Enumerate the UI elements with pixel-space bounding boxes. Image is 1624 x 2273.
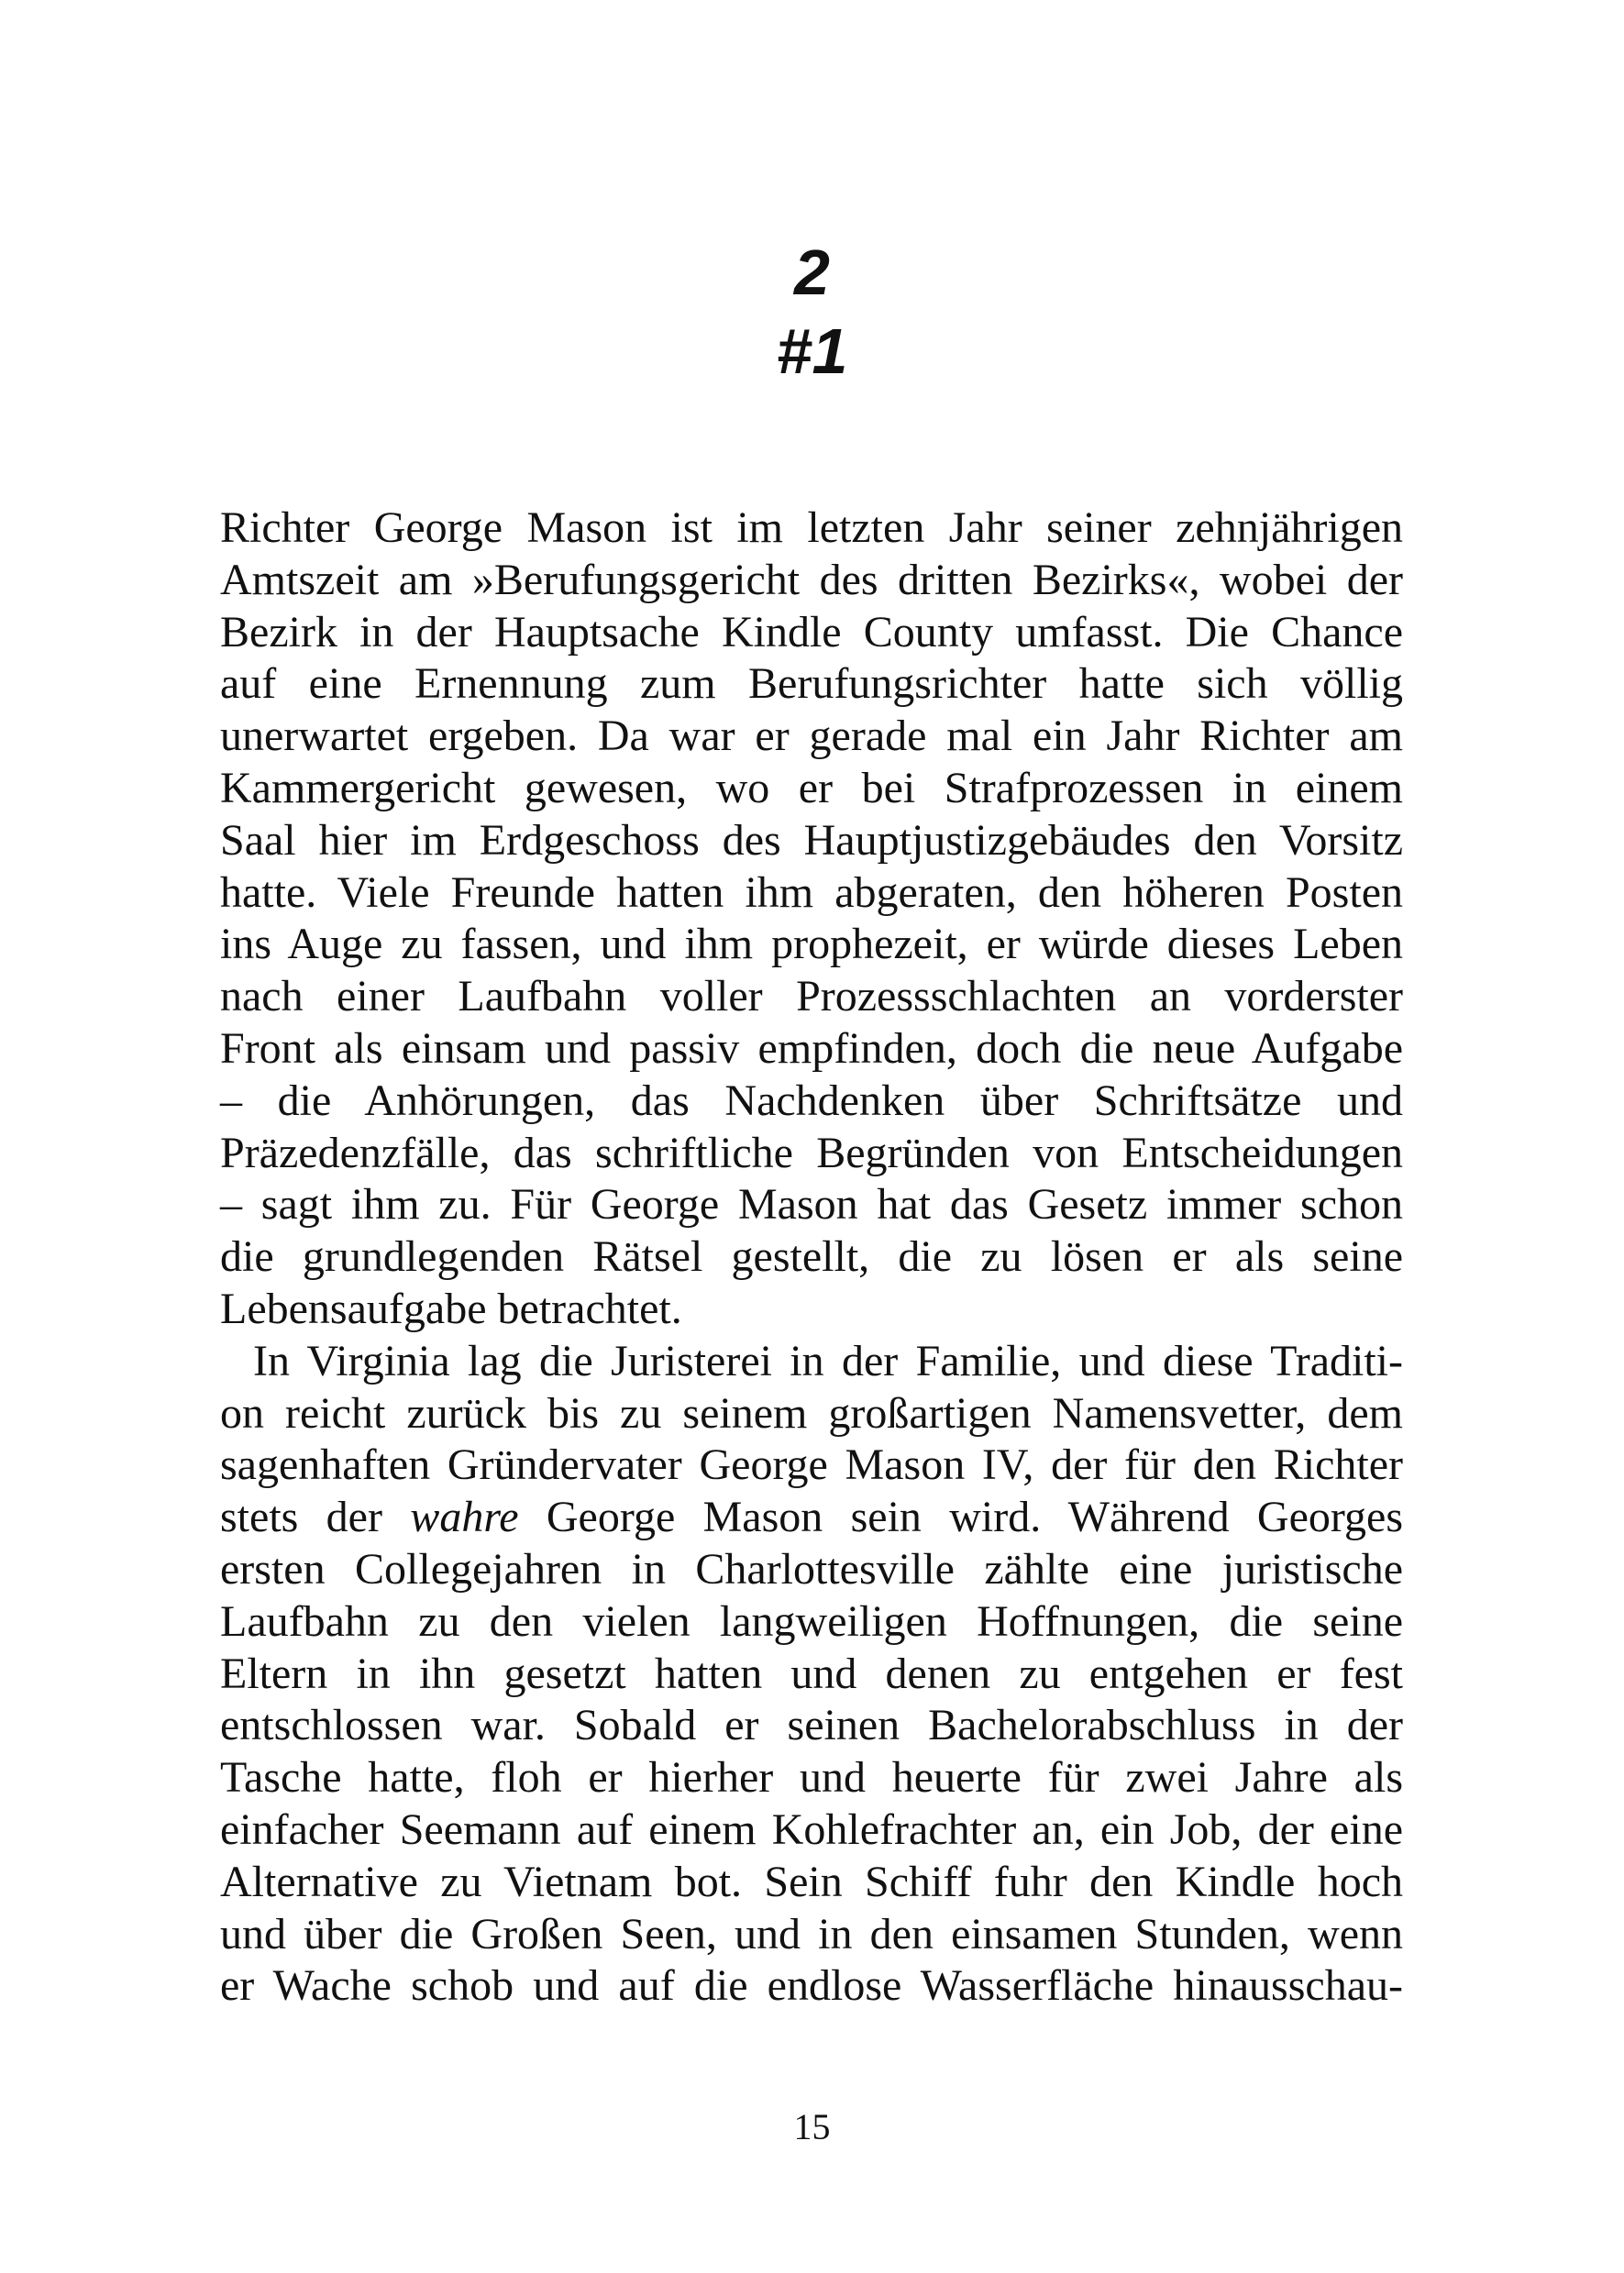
text-line: ersten Collegejahren in Charlottesville zählte eine juristische	[220, 1544, 1403, 1594]
emphasis-word: wahre	[410, 1493, 519, 1542]
text-line: hatte. Viele Freunde hatten ihm abgeraten, den höheren Posten	[220, 867, 1403, 917]
text-line-with-emphasis	[220, 1492, 1403, 1544]
text-line: die grundlegenden Rätsel gestellt, die zu lösen er als seine	[220, 1232, 1403, 1282]
chapter-number: 2	[794, 237, 830, 308]
text-line: – die Anhörungen, das Nachdenken über Schriftsätze und	[220, 1076, 1403, 1125]
line-segment: stets der	[220, 1493, 411, 1542]
line-segment: George Mason sein wird. Während Georges	[518, 1493, 1403, 1542]
text-line: Kammergericht gewesen, wo er bei Strafprozessen in einem	[220, 763, 1403, 812]
text-line: entschlossen war. Sobald er seinen Bachelorabschluss in der	[220, 1701, 1403, 1750]
text-line: on reicht zurück bis zu seinem großartigen Namensvetter, dem	[220, 1388, 1403, 1438]
text-line: – sagt ihm zu. Für George Mason hat das Gesetz immer schon	[220, 1180, 1403, 1230]
text-line: einfacher Seemann auf einem Kohlefrachter an, ein Job, der eine	[220, 1804, 1403, 1854]
text-line: Richter George Mason ist im letzten Jahr seiner zehnjährigen	[220, 503, 1403, 552]
text-line: unerwartet ergeben. Da war er gerade mal ein Jahr Richter am	[220, 712, 1403, 761]
text-line-last: Lebensaufgabe betrachtet.	[220, 1284, 682, 1333]
text-line: Saal hier im Erdgeschoss des Hauptjustizgebäudes den Vorsitz	[220, 815, 1403, 865]
paragraph-2	[220, 1336, 1403, 2013]
text-line: Front als einsam und passiv empfinden, doch die neue Aufgabe	[220, 1023, 1403, 1073]
text-line: ins Auge zu fassen, und ihm prophezeit, er würde dieses Leben	[220, 920, 1403, 969]
chapter-subtitle: #1	[776, 315, 848, 387]
text-line: Eltern in ihn gesetzt hatten und denen zu entgehen er fest	[220, 1649, 1403, 1698]
page-number: 15	[793, 2106, 831, 2147]
text-line: auf eine Ernennung zum Berufungsrichter hatte sich völlig	[220, 659, 1403, 709]
text-line: nach einer Laufbahn voller Prozessschlachten an vorderster	[220, 972, 1403, 1021]
paragraph-1	[220, 502, 1403, 1336]
text-line: Laufbahn zu den vielen langweiligen Hoffnungen, die seine	[220, 1596, 1403, 1646]
text-line: und über die Großen Seen, und in den einsamen Stunden, wenn	[220, 1909, 1403, 1959]
text-line: Präzedenzfälle, das schriftliche Begründen von Entscheidungen	[220, 1128, 1403, 1177]
text-line: Amtszeit am »Berufungsgericht des dritten Bezirks«, wobei der	[220, 555, 1403, 604]
text-line-first: In Virginia lag die Juristerei in der Familie, und diese Traditi-	[253, 1336, 1403, 1385]
text-line: Alternative zu Vietnam bot. Sein Schiff fuhr den Kindle hoch	[220, 1857, 1403, 1906]
text-line: Bezirk in der Hauptsache Kindle County umfasst. Die Chance	[220, 607, 1403, 657]
body-text	[220, 502, 1403, 2013]
text-line: er Wache schob und auf die endlose Wasserfläche hinausschau-	[220, 1961, 1403, 2011]
text-line: Tasche hatte, floh er hierher und heuerte für zwei Jahre als	[220, 1753, 1403, 1803]
text-line: sagenhaften Gründervater George Mason IV, der für den Richter	[220, 1440, 1403, 1490]
